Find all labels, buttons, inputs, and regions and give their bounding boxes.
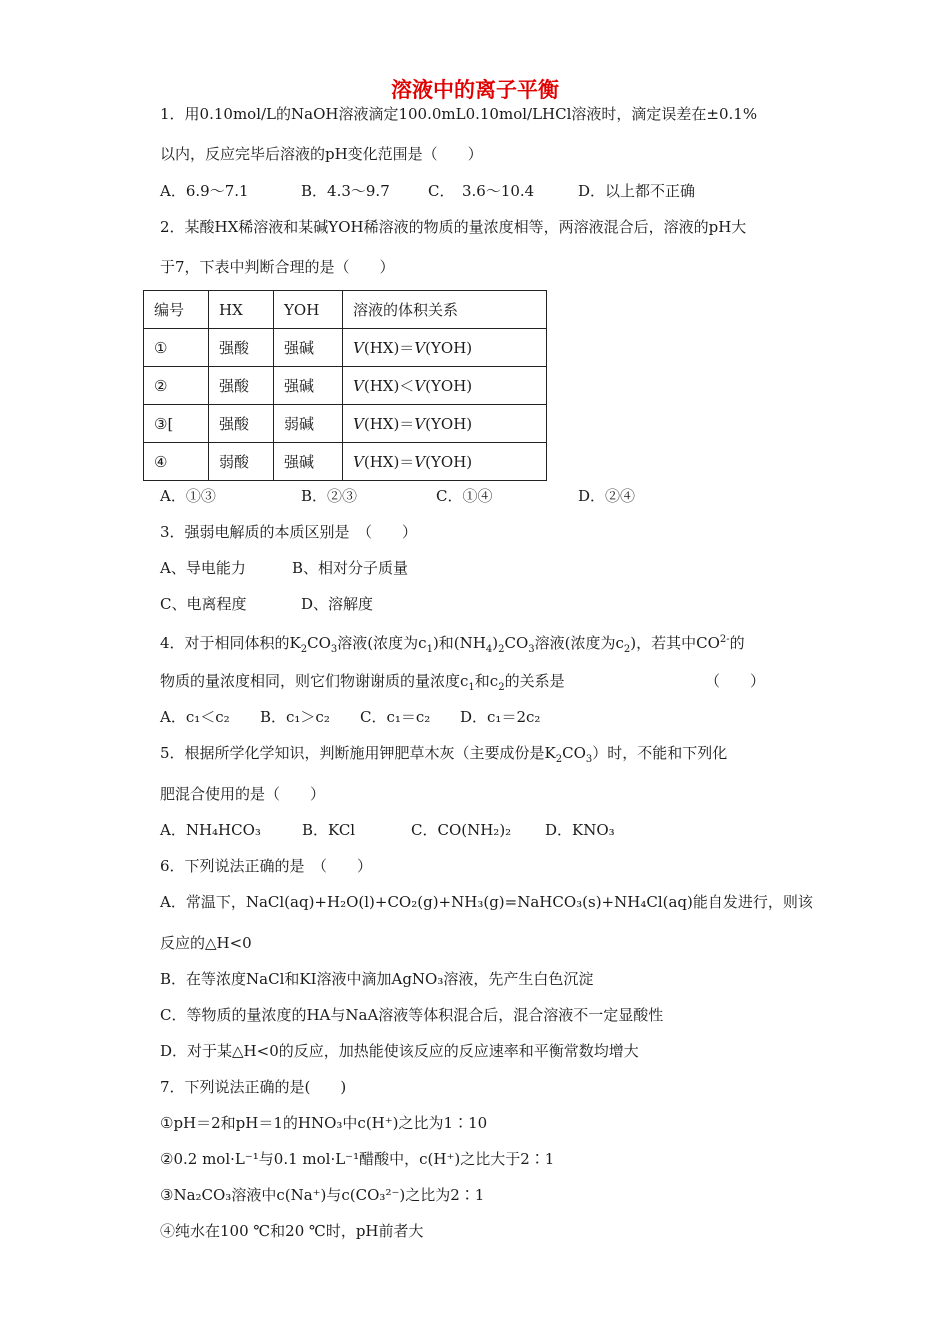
table-cell: ② <box>144 367 209 405</box>
table-row <box>144 443 547 481</box>
superscript: 2- <box>719 634 730 645</box>
table-cell <box>343 443 547 481</box>
table-cell: 强碱 <box>274 329 343 367</box>
q5-option-a: A．NH₄HCO₃ <box>160 821 261 839</box>
subscript: 4 <box>485 644 493 655</box>
subscript: 2 <box>498 682 505 693</box>
q4-option-c: C．c₁＝c₂ <box>360 708 431 726</box>
volume-left: (HX)＝ <box>363 339 415 357</box>
q3-stem: 3．强弱电解质的本质区别是 （ ） <box>160 523 418 541</box>
table-cell <box>343 405 547 443</box>
table-header-cell: 溶液的体积关系 <box>343 291 547 329</box>
text-run: 溶液(浓度为c <box>534 634 624 652</box>
document-title: 溶液中的离子平衡 <box>391 78 559 102</box>
q3-option-b: B、相对分子质量 <box>292 559 409 577</box>
table-cell <box>343 367 547 405</box>
volume-left: (HX)＝ <box>363 453 415 471</box>
subscript: 1 <box>468 682 475 693</box>
subscript: 3 <box>330 644 338 655</box>
q1-option-b: B．4.3～9.7 <box>301 182 390 200</box>
v-symbol: V <box>353 453 364 471</box>
q2-stem-line2: 于7，下表中判断合理的是（ ） <box>160 258 395 276</box>
text-run: CO <box>504 634 529 652</box>
q1-stem-line1: 1．用0.10mol/L的NaOH溶液滴定100.0mL0.10mol/LHCl溶液时，滴定误差在±0.1% <box>160 105 758 123</box>
table-cell: 强酸 <box>209 367 274 405</box>
table-header-row <box>144 291 547 329</box>
q5-option-b: B．KCl <box>302 821 356 839</box>
table-row <box>144 405 547 443</box>
text-run: ) <box>492 634 499 652</box>
text-run: 的 <box>729 634 745 652</box>
text-run: ）时，不能和下列化 <box>592 744 728 762</box>
table-row <box>144 367 547 405</box>
q6-stem: 6．下列说法正确的是 （ ） <box>160 857 373 875</box>
q5-option-d: D．KNO₃ <box>545 821 615 839</box>
q1-option-a: A．6.9～7.1 <box>160 182 249 200</box>
subscript: 3 <box>528 644 535 655</box>
q7-stem: 7．下列说法正确的是( ) <box>160 1078 347 1096</box>
text-run: 的关系是 <box>504 672 565 690</box>
text-run: CO <box>562 744 586 762</box>
q3-option-a: A、导电能力 <box>160 559 246 577</box>
text-run: 4．对于相同体积的K <box>160 634 301 652</box>
text-run: 和c <box>474 672 499 690</box>
table-cell: 强碱 <box>274 367 343 405</box>
table-cell: 强酸 <box>209 405 274 443</box>
q3-option-d: D、溶解度 <box>301 595 374 613</box>
q2-option-b: B．②③ <box>301 487 358 505</box>
table-cell: 强碱 <box>274 443 343 481</box>
q2-option-c: C．①④ <box>436 487 493 505</box>
volume-right: (YOH) <box>425 339 473 357</box>
q6-option-a-line1: A．常温下，NaCl(aq)+H₂O(l)+CO₂(g)+NH₃(g)=NaHCO₃(s)+NH₄Cl(aq)能自发进行，则该 <box>160 893 813 911</box>
q2-table <box>143 290 547 481</box>
v-symbol: V <box>414 453 426 471</box>
text-run: )，若其中CO <box>630 634 720 652</box>
q6-option-c: C．等物质的量浓度的HA与NaA溶液等体积混合后，混合溶液不一定显酸性 <box>160 1006 664 1024</box>
volume-right: (YOH) <box>425 377 473 395</box>
q6-option-d: D．对于某△H<0的反应，加热能使该反应的反应速率和平衡常数均增大 <box>160 1042 639 1060</box>
subscript: 2 <box>555 754 563 765</box>
q7-statement-4: ④纯水在100 ℃和20 ℃时，pH前者大 <box>160 1222 424 1240</box>
q7-statement-3: ③Na₂CO₃溶液中c(Na⁺)与c(CO₃²⁻)之比为2∶1 <box>160 1186 485 1204</box>
text-run: 物质的量浓度相同，则它们物谢谢质的量浓度c <box>160 672 469 690</box>
q2-stem-line1: 2．某酸HX稀溶液和某碱YOH稀溶液的物质的量浓度相等，两溶液混合后，溶液的pH大 <box>160 218 747 236</box>
table-cell: ④ <box>144 443 209 481</box>
q7-statement-2: ②0.2 mol·L⁻¹与0.1 mol·L⁻¹醋酸中，c(H⁺)之比大于2∶1 <box>160 1150 555 1168</box>
q4-option-d: D．c₁＝2c₂ <box>460 708 541 726</box>
table-header-cell: 编号 <box>144 291 209 329</box>
q2-option-a: A．①③ <box>160 487 216 505</box>
v-symbol: V <box>414 339 426 357</box>
table-cell: 弱酸 <box>209 443 274 481</box>
q5-stem-line1 <box>160 743 727 770</box>
v-symbol: V <box>353 377 364 395</box>
subscript: 2 <box>623 644 631 655</box>
q5-stem-line2: 肥混合使用的是（ ） <box>160 785 326 803</box>
table-cell <box>343 329 547 367</box>
table-row <box>144 329 547 367</box>
q4-option-a: A．c₁＜c₂ <box>160 708 230 726</box>
v-symbol: V <box>353 415 364 433</box>
v-symbol: V <box>414 377 426 395</box>
q6-option-b: B．在等浓度NaCl和KI溶液中滴加AgNO₃溶液，先产生白色沉淀 <box>160 970 594 988</box>
volume-left: (HX)＜ <box>363 377 415 395</box>
table-cell: ① <box>144 329 209 367</box>
table-cell: ③[ <box>144 405 209 443</box>
text-run: CO <box>307 634 331 652</box>
q5-option-c: C．CO(NH₂)₂ <box>411 821 512 839</box>
subscript: 2 <box>300 644 308 655</box>
volume-right: (YOH) <box>425 453 473 471</box>
v-symbol: V <box>353 339 364 357</box>
q1-option-c: C． 3.6～10.4 <box>428 182 535 200</box>
q1-option-d: D．以上都不正确 <box>578 182 696 200</box>
answer-bracket: （ ） <box>705 672 766 690</box>
table-header-cell: HX <box>209 291 274 329</box>
q4-option-b: B．c₁＞c₂ <box>260 708 330 726</box>
table-cell: 弱碱 <box>274 405 343 443</box>
subscript: 2 <box>498 644 505 655</box>
subscript: 3 <box>585 754 593 765</box>
text-run: )和(NH <box>432 634 486 652</box>
table-header-cell: YOH <box>274 291 343 329</box>
text-run: 溶液(浓度为c <box>337 634 427 652</box>
subscript: 1 <box>426 644 433 655</box>
q7-statement-1: ①pH＝2和pH＝1的HNO₃中c(H⁺)之比为1∶10 <box>160 1114 488 1132</box>
q4-stem-line1 <box>160 630 745 660</box>
table-cell: 强酸 <box>209 329 274 367</box>
q6-option-a-line2: 反应的△H<0 <box>160 934 252 952</box>
text-run: 5．根据所学化学知识，判断施用钾肥草木灰（主要成份是K <box>160 744 556 762</box>
volume-right: (YOH) <box>425 415 473 433</box>
q4-stem-line2 <box>160 671 766 698</box>
v-symbol: V <box>414 415 426 433</box>
q3-option-c: C、电离程度 <box>160 595 247 613</box>
volume-left: (HX)＝ <box>363 415 415 433</box>
q2-option-d: D．②④ <box>578 487 636 505</box>
q1-stem-line2: 以内，反应完毕后溶液的pH变化范围是（ ） <box>160 145 483 163</box>
